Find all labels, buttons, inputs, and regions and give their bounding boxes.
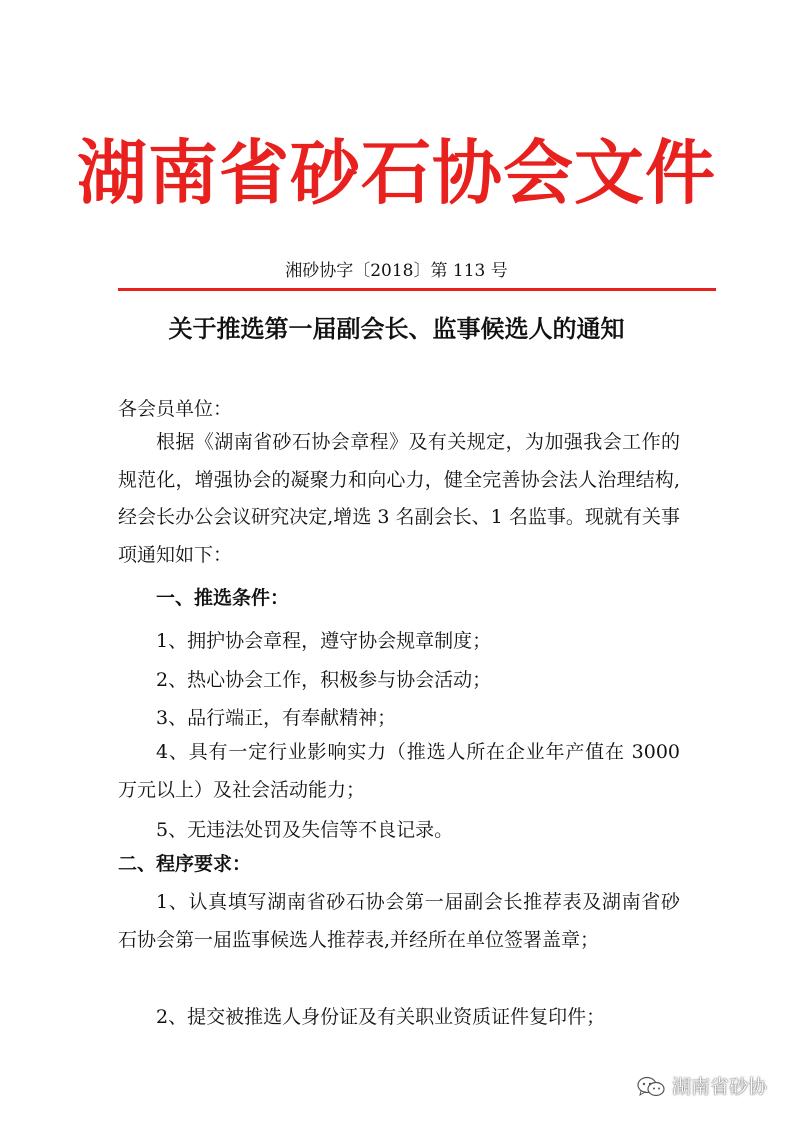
section1-item: 2、热心协会工作，积极参与协会活动； <box>156 669 492 691</box>
salutation: 各会员单位： <box>118 398 233 420</box>
notice-title: 关于推选第一届副会长、监事候选人的通知 <box>168 315 625 343</box>
section1-item: 3、品行端正，有奉献精神； <box>156 707 397 729</box>
section1-item: 4、具有一定行业影响实力（推选人所在企业年产值在 3000 万元以上）及社会活动能力； <box>118 741 680 801</box>
section1-item: 1、拥护协会章程，遵守协会规章制度； <box>156 630 492 652</box>
section1-heading: 一、推选条件： <box>156 587 290 609</box>
section2-heading: 二、程序要求： <box>118 853 252 875</box>
red-divider-rule <box>118 288 716 291</box>
section2-item: 1、认真填写湖南省砂石协会第一届副会长推荐表及湖南省砂石协会第一届监事候选人推荐表,并经所在单位签署盖章； <box>118 891 680 951</box>
document-header-title: 湖南省砂石协会文件 <box>77 132 716 214</box>
watermark-text: 湖南省砂协 <box>671 1076 767 1098</box>
intro-paragraph: 根据《湖南省砂石协会章程》及有关规定，为加强我会工作的规范化，增强协会的凝聚力和向心力，健全完善协会法人治理结构,经会长办公会议研究决定,增选 3 名副会长、1 名监事。现就有关事项通知如下： <box>118 431 680 566</box>
section1-item: 5、无违法处罚及失信等不良记录。 <box>156 819 454 841</box>
document-number: 湘砂协字〔2018〕第 113 号 <box>285 261 508 281</box>
wechat-icon <box>636 1076 666 1098</box>
wechat-watermark <box>636 1074 767 1100</box>
section2-item: 2、提交被推选人身份证及有关职业资质证件复印件； <box>156 1006 606 1028</box>
